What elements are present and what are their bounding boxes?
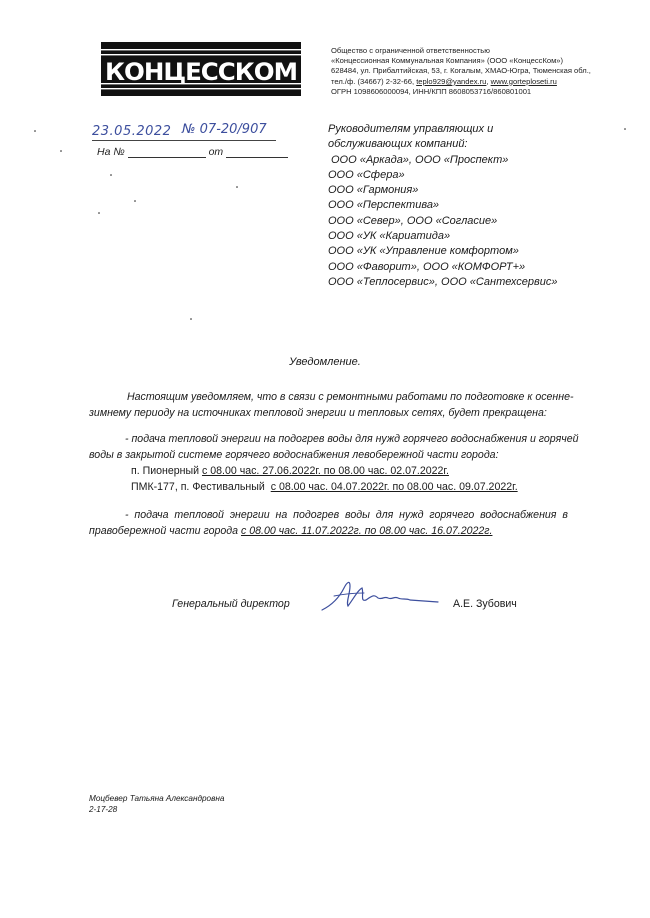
scan-speck xyxy=(34,130,36,132)
scan-speck xyxy=(98,212,100,214)
addressee-item: ООО «Север», ООО «Согласие» xyxy=(328,214,498,227)
logo-text: КОНЦЕССКОМ xyxy=(105,58,297,86)
number-label: На № xyxy=(97,146,125,158)
addressee-item: ООО «Сфера» xyxy=(328,168,405,181)
left-bank-paragraph xyxy=(89,431,605,495)
handwritten-number: № 07-20/907 xyxy=(182,122,267,137)
scan-speck xyxy=(624,128,626,130)
reference-row xyxy=(97,146,288,158)
scan-speck xyxy=(190,318,192,320)
signatory-role: Генеральный директор xyxy=(172,598,290,610)
notice-title: Уведомление. xyxy=(289,356,361,368)
location-period: с 08.00 час. 04.07.2022г. по 08.00 час. 09.07.2022г. xyxy=(270,481,518,493)
scan-speck xyxy=(134,200,136,202)
addressee-item: ООО «Аркада», ООО «Проспект» xyxy=(331,153,509,166)
addressee-item: ООО «Фаворит», ООО «КОМФОРТ+» xyxy=(328,260,526,273)
intro-line-2: зимнему периоду на источниках тепловой энергии и тепловых сетях, будет прекращена: xyxy=(89,407,547,419)
location-period: с 08.00 час. 27.06.2022г. по 08.00 час. 02.07.2022г. xyxy=(202,465,449,477)
company-contacts xyxy=(331,77,643,87)
number-underline xyxy=(92,140,276,141)
from-blank xyxy=(226,146,288,158)
scan-speck xyxy=(60,150,62,152)
addressee-heading-1: Руководителям управляющих и xyxy=(328,123,494,135)
addressee-item: ООО «УК «Управление комфортом» xyxy=(328,245,519,258)
location-label: п. Пионерный xyxy=(131,465,200,477)
addressee-block xyxy=(328,122,628,290)
item2-line-1: - подача тепловой энергии на подогрев воды для нужд горячего водоснабжения в xyxy=(125,509,568,521)
executor-name: Моцбевер Татьяна Александровна xyxy=(89,794,225,803)
company-details xyxy=(331,46,643,97)
email-link[interactable]: teplo929@yandex.ru xyxy=(416,76,487,86)
right-bank-paragraph xyxy=(89,507,605,539)
company-logo xyxy=(101,42,301,96)
item2-line-2 xyxy=(89,523,605,539)
intro-line-1: Настоящим уведомляем, что в связи с ремонтными работами по подготовке к осенне- xyxy=(127,391,574,403)
item1-line-1: - подача тепловой энергии на подогрев воды для нужд горячего водоснабжения и горячей xyxy=(125,433,579,445)
handwritten-date: 23.05.2022 xyxy=(92,124,172,139)
item2-period: с 08.00 час. 11.07.2022г. по 08.00 час. 16.07.2022г. xyxy=(240,525,493,537)
scan-speck xyxy=(110,174,112,176)
company-line-2: «Концессионная Коммунальная Компания» (ООО «КонцессКом») xyxy=(331,56,564,66)
company-line-3: 628484, ул. Прибалтийская, 53, г. Когалым, ХМАО-Югра, Тюменская обл., xyxy=(331,66,591,76)
number-blank xyxy=(128,146,206,158)
company-line-1: Общество с ограниченной ответственностью xyxy=(331,46,490,55)
addressee-heading-2: обслуживающих компаний: xyxy=(328,138,468,151)
addressee-item: ООО «Гармония» xyxy=(328,184,419,197)
executor-phone: 2-17-28 xyxy=(89,805,118,814)
item2-prefix: правобережной части города xyxy=(89,525,239,537)
company-registration: ОГРН 1098606000094, ИНН/КПП 8608053716/860801001 xyxy=(331,86,532,96)
executor-info xyxy=(89,793,224,815)
logo-wordmark xyxy=(101,42,301,96)
from-label: от xyxy=(208,146,224,158)
website-link[interactable]: www.gorteploseti.ru xyxy=(490,76,557,86)
location-festivalny xyxy=(89,479,605,495)
location-pionerny xyxy=(89,463,605,479)
addressee-item: ООО «УК «Кариатида» xyxy=(328,230,451,243)
addressee-item: ООО «Перспектива» xyxy=(328,199,440,212)
contact-phone: тел./ф. (34667) 2-32-66, xyxy=(331,76,415,86)
contact-sep: , xyxy=(486,76,489,86)
location-label: ПМК-177, п. Фестивальный xyxy=(131,481,265,493)
signatory-name: А.Е. Зубович xyxy=(453,598,517,610)
intro-paragraph xyxy=(89,389,605,421)
item1-line-2: воды в закрытой системе горячего водоснабжения левобережной части города: xyxy=(89,449,499,461)
handwritten-signature xyxy=(320,576,450,616)
scan-speck xyxy=(236,186,238,188)
addressee-item: ООО «Теплосервис», ООО «Сантехсервис» xyxy=(328,275,558,288)
